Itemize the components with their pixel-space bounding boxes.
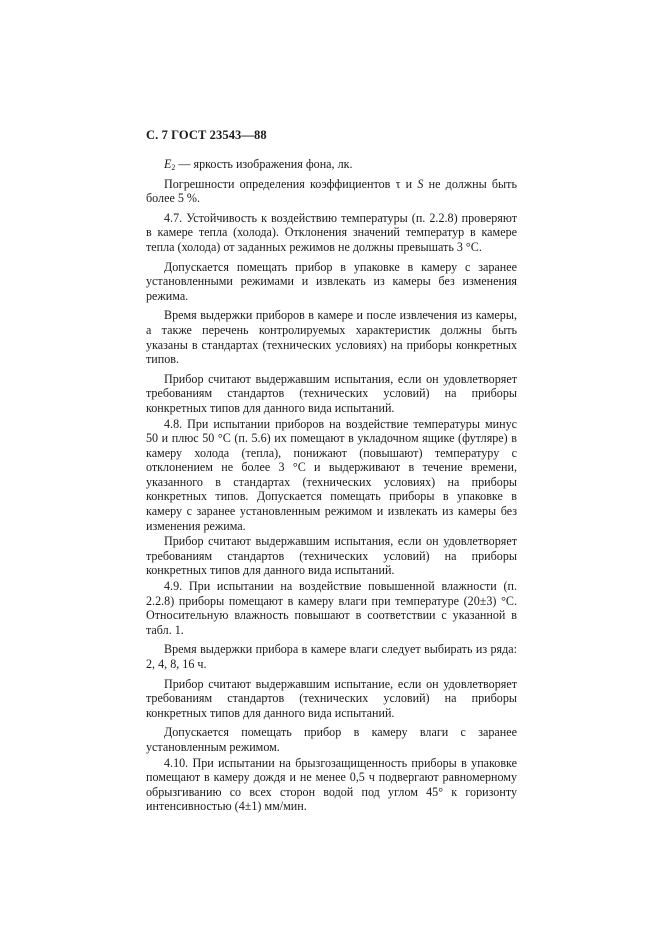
paragraph-4-8: 4.8. При испытании приборов на воздействие температуры минус 50 и плюс 50 °С (п. 5.6) их помещают в укладочном ящике (футляре) в камеру холода (тепла), понижают (повышают) температуру с отклонением не более 3 °С и выдерживают в течение времени, указанного в стандартах (технических условиях) на приборы конкретных типов. Допускается помещать приборы в упаковке в камеру с заранее установленным режимом и извлекать из камеры без изменения режима. [146, 416, 517, 533]
paragraph-errors [146, 177, 517, 206]
variable-e: E [164, 157, 172, 171]
paragraph-4-10: 4.10. При испытании на брызгозащищенность приборы в упаковке помещают в камеру дождя и не менее 0,5 ч подвергают равномерному обрызгиванию со всех сторон водой под углом 45° к горизонту интенсивностью (4±1) мм/мин. [146, 755, 517, 814]
variable-e-subscript: 2 [171, 163, 176, 172]
document-body [146, 157, 517, 815]
errors-text-a: Погрешности определения коэффициентов τ и [164, 176, 418, 191]
paragraph-packaging: Допускается помещать прибор в упаковке в камеру с заранее установленными режимами и извлекать из камеры без изменения режима. [146, 259, 517, 303]
variable-s: S [417, 176, 424, 191]
paragraph-humidity-packaging: Допускается помещать прибор в камеру влаги с заранее установленным режимом. [146, 725, 517, 754]
definition-text: — яркость изображения фона, лк. [175, 157, 353, 171]
paragraph-4-9: 4.9. При испытании на воздействие повышенной влажности (п. 2.2.8) приборы помещают в камеру влаги при температуре (20±3) °С. Относительную влажность повышают в соответствии с указанной в табл. 1. [146, 579, 517, 637]
paragraph-4-7: 4.7. Устойчивость к воздействию температуры (п. 2.2.8) проверяют в камере тепла (холода). Отклонения значений температур в камере тепла (холода) от заданных режимов не должны превышать 3 °С. [146, 210, 517, 254]
page-header: С. 7 ГОСТ 23543—88 [146, 128, 267, 142]
paragraph-humidity-time: Время выдержки прибора в камере влаги следует выбирать из ряда: 2, 4, 8, 16 ч. [146, 642, 517, 671]
paragraph-passed-tests-3: Прибор считают выдержавшим испытание, если он удовлетворяет требованиям стандартов (технических условий) на приборы конкретных типов для данного вида испытаний. [146, 676, 517, 720]
paragraph-e2-definition [146, 157, 517, 176]
paragraph-exposure-time: Время выдержки приборов в камере и после извлечения из камеры, а также перечень контролируемых характеристик должны быть указаны в стандартах (технических условиях) на приборы конкретных типов. [146, 308, 517, 367]
paragraph-passed-tests-2: Прибор считают выдержавшим испытания, если он удовлетворяет требованиям стандартов (технических условий) на приборы конкретных типов для данного вида испытаний. [146, 534, 517, 578]
errors-text-b: не должны быть более 5 %. [146, 176, 517, 206]
paragraph-passed-tests-1: Прибор считают выдержавшим испытания, если он удовлетворяет требованиям стандартов (технических условий) на приборы конкретных типов для данного вида испытаний. [146, 371, 517, 415]
